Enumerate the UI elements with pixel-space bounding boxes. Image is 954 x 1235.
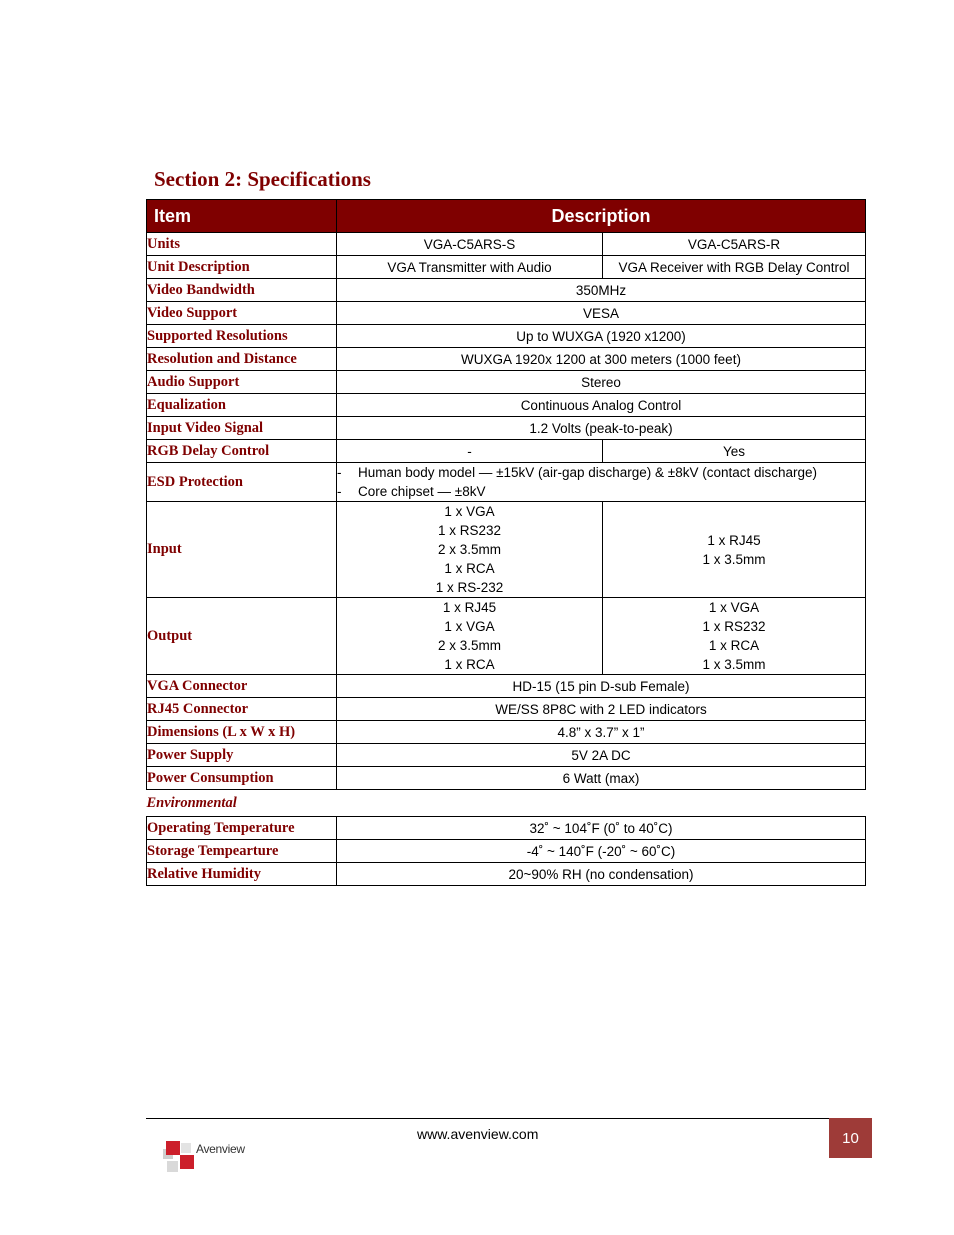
row-value: Continuous Analog Control	[337, 394, 866, 417]
row-value: 5V 2A DC	[337, 744, 866, 767]
row-value: WUXGA 1920x 1200 at 300 meters (1000 feet)	[337, 348, 866, 371]
environmental-row	[147, 790, 866, 817]
row-value: Up to WUXGA (1920 x1200)	[337, 325, 866, 348]
row-value: HD-15 (15 pin D-sub Female)	[337, 675, 866, 698]
esd-text: Core chipset — ±8kV	[358, 484, 486, 499]
row-label: Audio Support	[147, 371, 337, 394]
row-value: VESA	[337, 302, 866, 325]
table-row	[147, 840, 866, 863]
port-item: 2 x 3.5mm	[437, 542, 502, 557]
port-item: 1 x RS232	[702, 619, 766, 634]
row-label: RGB Delay Control	[147, 440, 337, 463]
row-label: Power Consumption	[147, 767, 337, 790]
row-label: Dimensions (L x W x H)	[147, 721, 337, 744]
port-item: 1 x VGA	[444, 504, 495, 519]
table-row	[147, 417, 866, 440]
port-item: 1 x RJ45	[707, 532, 761, 548]
port-item: 1 x VGA	[444, 619, 495, 634]
row-value: 32˚ ~ 104˚F (0˚ to 40˚C)	[337, 817, 866, 840]
row-value: 6 Watt (max)	[337, 767, 866, 790]
table-row	[147, 440, 866, 463]
port-item: 1 x VGA	[708, 600, 760, 615]
port-item: 1 x 3.5mm	[702, 657, 766, 672]
row-label: Input Video Signal	[147, 417, 337, 440]
section-title: Section 2: Specifications	[154, 167, 371, 191]
receiver-value	[603, 598, 866, 675]
table-row	[147, 463, 866, 502]
row-label: VGA Connector	[147, 675, 337, 698]
avenview-logo	[163, 1139, 263, 1179]
environmental-subheading: Environmental	[147, 790, 866, 817]
receiver-value	[603, 502, 866, 598]
footer-url: www.avenview.com	[417, 1126, 539, 1142]
row-label: Equalization	[147, 394, 337, 417]
table-row	[147, 744, 866, 767]
row-label: Units	[147, 233, 337, 256]
table-row	[147, 698, 866, 721]
esd-value	[337, 463, 866, 502]
port-item: 1 x RJ45	[442, 600, 497, 615]
table-row	[147, 863, 866, 886]
port-item: 1 x RCA	[444, 657, 495, 672]
esd-line	[337, 463, 865, 482]
port-item: 1 x RS-232	[435, 580, 504, 595]
table-row	[147, 256, 866, 279]
receiver-value: VGA-C5ARS-R	[603, 233, 866, 256]
table-row	[147, 233, 866, 256]
row-value: 1.2 Volts (peak-to-peak)	[337, 417, 866, 440]
row-label: Video Support	[147, 302, 337, 325]
table-row	[147, 371, 866, 394]
esd-text: Human body model — ±15kV (air-gap discharge) & ±8kV (contact discharge)	[358, 465, 818, 480]
port-item: 1 x 3.5mm	[702, 551, 766, 567]
row-label: ESD Protection	[147, 463, 337, 502]
transmitter-value	[337, 598, 603, 675]
row-label: Unit Description	[147, 256, 337, 279]
table-row	[147, 394, 866, 417]
table-row	[147, 502, 866, 598]
transmitter-value	[337, 502, 603, 598]
transmitter-value: VGA Transmitter with Audio	[337, 256, 603, 279]
table-header-row	[147, 200, 866, 233]
row-label: Storage Tempearture	[147, 840, 337, 863]
row-label: Supported Resolutions	[147, 325, 337, 348]
header-description: Description	[337, 200, 866, 233]
row-label: Output	[147, 598, 337, 675]
logo-square	[181, 1143, 191, 1153]
page-number: 10	[842, 1129, 859, 1147]
table-row	[147, 598, 866, 675]
port-item: 1 x RCA	[444, 561, 495, 576]
table-row	[147, 817, 866, 840]
receiver-value: VGA Receiver with RGB Delay Control	[603, 256, 866, 279]
table-row	[147, 279, 866, 302]
table-row	[147, 348, 866, 371]
row-label: Input	[147, 502, 337, 598]
table-row	[147, 302, 866, 325]
table-row	[147, 675, 866, 698]
row-value: WE/SS 8P8C with 2 LED indicators	[337, 698, 866, 721]
row-label: Relative Humidity	[147, 863, 337, 886]
logo-square	[166, 1141, 180, 1155]
row-label: RJ45 Connector	[147, 698, 337, 721]
row-value: -4˚ ~ 140˚F (-20˚ ~ 60˚C)	[337, 840, 866, 863]
row-label: Video Bandwidth	[147, 279, 337, 302]
page-number-box	[829, 1118, 872, 1158]
footer-divider	[146, 1118, 872, 1119]
row-label: Operating Temperature	[147, 817, 337, 840]
row-label: Resolution and Distance	[147, 348, 337, 371]
port-item: 2 x 3.5mm	[437, 638, 502, 653]
row-value: Stereo	[337, 371, 866, 394]
transmitter-value: VGA-C5ARS-S	[337, 233, 603, 256]
bullet-dash: -	[337, 484, 342, 499]
bullet-dash: -	[337, 465, 342, 480]
specifications-table	[146, 199, 866, 886]
table-row	[147, 721, 866, 744]
port-item: 1 x RS232	[437, 523, 502, 538]
esd-line	[337, 482, 865, 501]
receiver-value: Yes	[603, 440, 866, 463]
logo-square	[167, 1161, 178, 1172]
header-item: Item	[147, 200, 337, 233]
transmitter-value: -	[337, 440, 603, 463]
row-value: 20~90% RH (no condensation)	[337, 863, 866, 886]
port-item: 1 x RCA	[708, 638, 760, 653]
row-value: 350MHz	[337, 279, 866, 302]
row-label: Power Supply	[147, 744, 337, 767]
logo-text: Avenview	[196, 1142, 245, 1156]
table-row	[147, 767, 866, 790]
logo-square	[180, 1155, 194, 1169]
table-row	[147, 325, 866, 348]
row-value: 4.8” x 3.7” x 1”	[337, 721, 866, 744]
